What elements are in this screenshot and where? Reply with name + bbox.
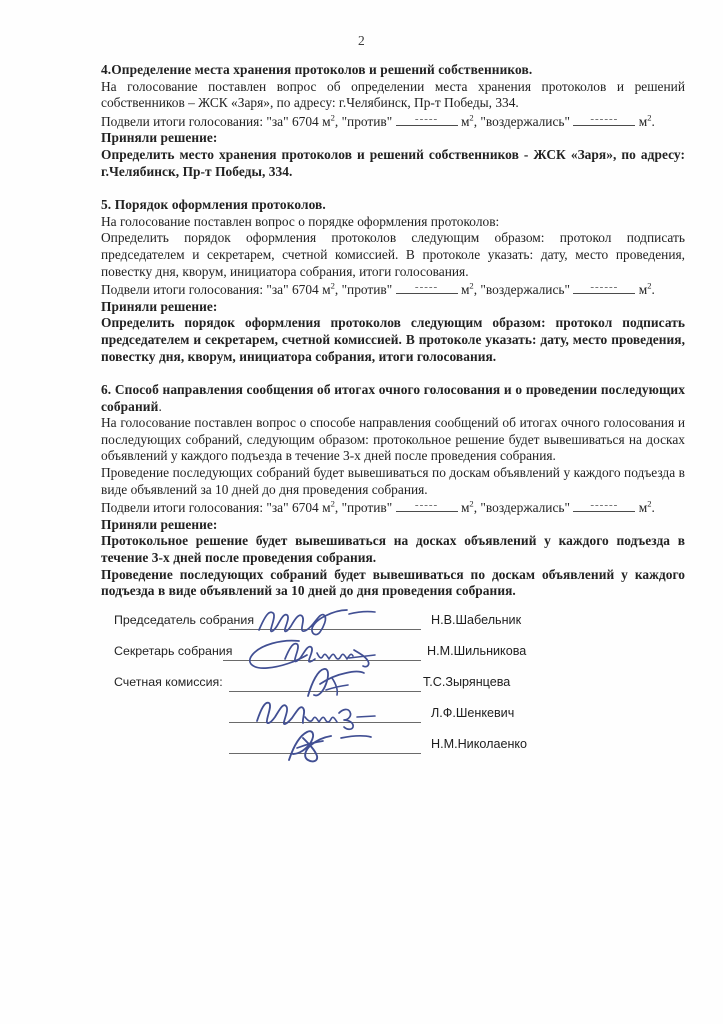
unit-sup: 2	[647, 498, 652, 509]
unit-sup: 2	[330, 112, 335, 123]
vote-against-label: "против"	[341, 500, 393, 516]
document-body	[101, 62, 685, 600]
vote-against-blank: -----	[396, 112, 458, 126]
signature-row-counting-1	[101, 670, 685, 701]
unit: м	[638, 282, 648, 298]
section-5-decision-text: Определить порядок оформления протоколов следующим образом: протокол подписать председателем и секретарем, счетной комиссией. В протоколе указать: дату, место проведения, повестку дня, кворум, инициатора собрания, итоги голосования.	[101, 315, 685, 364]
section-5	[101, 197, 685, 365]
section-6-heading	[101, 382, 685, 415]
signature-label-counting-commission: Счетная комиссия:	[114, 675, 223, 689]
signature-label-chairman: Председатель собрания	[114, 613, 255, 627]
vote-against-label: "против"	[341, 113, 393, 129]
signature-row-secretary	[101, 639, 685, 670]
unit: м	[460, 282, 470, 298]
signature-row-chairman	[101, 608, 685, 639]
unit: м	[460, 113, 470, 129]
vote-against-blank: -----	[396, 280, 458, 294]
signature-line-counting-2	[229, 722, 421, 723]
unit-sup: 2	[647, 280, 652, 291]
section-4-decision-label: Приняли решение:	[101, 130, 218, 146]
vote-prefix: Подвели итоги голосования:	[101, 113, 264, 129]
section-5-vote-line: Подвели итоги голосования: "за" 6704 $м^2$, "против" ----- $м^2$, "воздержались" ------ $м^2$.	[101, 280, 655, 298]
vote-abstain-blank: ------	[573, 280, 635, 294]
section-6-decision-text-2: Проведение последующих собраний будет вывешиваться по доскам объявлений у каждого подъезда в виде объявлений за 10 дней до дня проведения собрания.	[101, 566, 685, 599]
unit-sup: 2	[330, 280, 335, 291]
signature-name-counting-2: Л.Ф.Шенкевич	[431, 706, 515, 720]
signature-name-counting-3: Н.М.Николаенко	[431, 737, 528, 751]
unit: м	[460, 500, 470, 516]
section-6-decision-label: Приняли решение:	[101, 516, 218, 532]
vote-for-value: 6704	[291, 500, 319, 516]
handwritten-signature-chairman	[251, 604, 401, 638]
unit: м	[322, 282, 331, 298]
vote-abstain-blank: ------	[573, 498, 635, 512]
section-4-intro: На голосование поставлен вопрос об определении места хранения протоколов и решений собственников – ЖСК «Заря», по адресу: г.Челябинск, Пр-т Победы, 334.	[101, 78, 685, 111]
vote-for-label: "за"	[266, 282, 289, 298]
unit-sup: 2	[647, 112, 652, 123]
section-4	[101, 62, 685, 180]
unit-sup: 2	[330, 498, 335, 509]
unit: м	[638, 113, 648, 129]
signature-line-secretary	[223, 660, 421, 661]
page-number: 2	[358, 33, 365, 48]
vote-against-blank: -----	[396, 498, 458, 512]
vote-against-label: "против"	[341, 282, 393, 298]
vote-prefix: Подвели итоги голосования:	[101, 282, 264, 298]
section-6-vote-line: Подвели итоги голосования: "за" 6704 $м^2$, "против" ----- $м^2$, "воздержались" ------ $м^2$.	[101, 498, 655, 516]
signature-row-counting-3	[101, 732, 685, 763]
section-5-intro-1: На голосование поставлен вопрос о порядке оформления протоколов:	[101, 213, 500, 229]
unit-sup: 2	[469, 280, 474, 291]
unit-sup: 2	[469, 112, 474, 123]
signature-line-counting-1	[229, 691, 421, 692]
unit: м	[322, 500, 331, 516]
vote-for-label: "за"	[266, 500, 289, 516]
handwritten-signature-counting-2	[251, 697, 411, 731]
unit: м	[638, 500, 648, 516]
section-6-heading-main: 6. Способ направления сообщения об итогах очного голосования и о проведении последующих собраний	[101, 382, 685, 414]
section-5-intro-2: Определить порядок оформления протоколов следующим образом: протокол подписать председателем и секретарем, счетной комиссией. В протоколе указать: дату, место проведения, повестку дня, кворум, инициатора собрания, итоги голосования.	[101, 230, 685, 279]
signature-block	[101, 608, 685, 763]
section-6-intro-1: На голосование поставлен вопрос о способе направления сообщений об итогах очного голосования и последующих собраний, следующим образом: протокольное решение будет вывешиваться на досках объявлений у каждого подъезда в течение 3-х дней после проведения собрания.	[101, 415, 685, 464]
vote-prefix: Подвели итоги голосования:	[101, 500, 264, 516]
section-4-decision-text: Определить место хранения протоколов и решений собственников - ЖСК «Заря», по адресу: г.Челябинск, Пр-т Победы, 334.	[101, 146, 685, 179]
section-4-vote-line: Подвели итоги голосования: "за" 6704 $м^2$, "против" ----- $м^2$, "воздержались" ------ $м^2$.	[101, 112, 655, 129]
handwritten-signature-counting-3	[279, 728, 399, 766]
signature-line-counting-3	[229, 753, 421, 754]
signature-row-counting-2	[101, 701, 685, 732]
handwritten-signature-counting-1	[296, 666, 386, 704]
vote-for-value: 6704	[291, 282, 319, 298]
signature-name-secretary: Н.М.Шильникова	[427, 644, 527, 658]
signature-label-secretary: Секретарь собрания	[114, 644, 233, 658]
unit-sup: 2	[469, 498, 474, 509]
vote-abstain-label: "воздержались"	[480, 113, 570, 129]
vote-abstain-label: "воздержались"	[480, 500, 570, 516]
handwritten-signature-secretary	[241, 635, 411, 671]
signature-line-chairman	[229, 629, 421, 630]
section-6-intro-2: Проведение последующих собраний будет вывешиваться по доскам объявлений у каждого подъезда в виде объявлений за 10 дней до дня проведения собрания.	[101, 465, 685, 497]
signature-name-counting-1: Т.С.Зырянцева	[423, 675, 511, 689]
vote-abstain-label: "воздержались"	[480, 282, 570, 298]
section-6-heading-period: .	[158, 398, 162, 414]
section-4-heading: 4.Определение места хранения протоколов и решений собственников.	[101, 62, 533, 77]
vote-abstain-blank: ------	[573, 112, 635, 126]
section-5-decision-label: Приняли решение:	[101, 298, 218, 314]
unit: м	[322, 113, 331, 129]
vote-for-value: 6704	[291, 113, 319, 129]
section-5-heading: 5. Порядок оформления протоколов.	[101, 197, 326, 213]
section-6-decision-text-1: Протокольное решение будет вывешиваться на досках объявлений у каждого подъезда в течение 3-х дней после проведения собрания.	[101, 533, 685, 566]
vote-for-label: "за"	[266, 113, 289, 129]
section-6	[101, 382, 685, 600]
signature-name-chairman: Н.В.Шабельник	[431, 613, 522, 627]
